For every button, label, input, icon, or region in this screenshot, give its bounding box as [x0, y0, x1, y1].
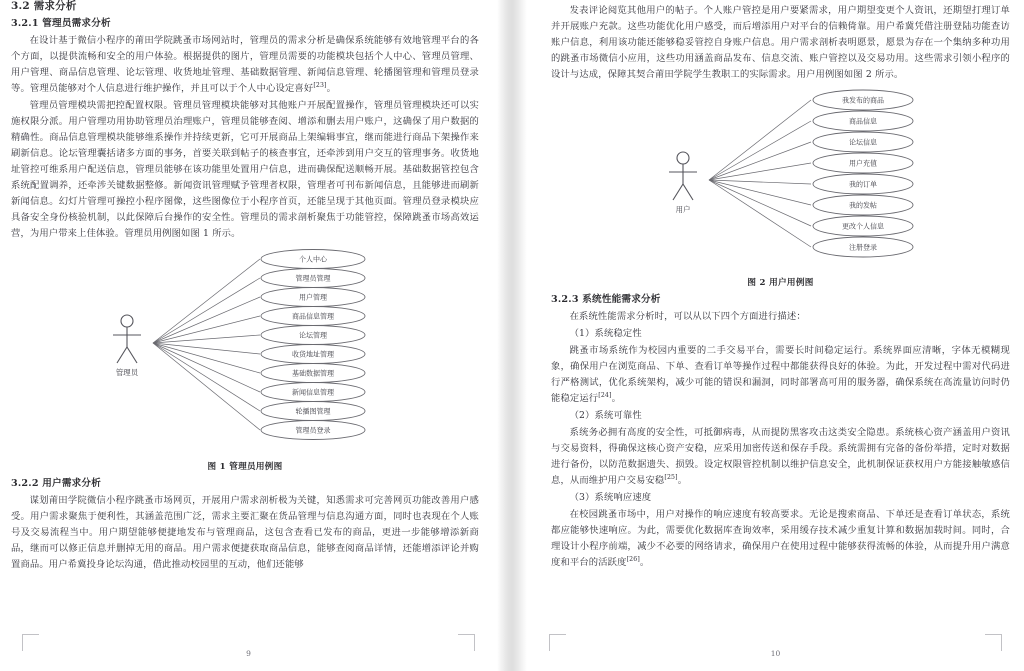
- figure-2-actor-label: 用户: [675, 204, 690, 214]
- figure-1-usecase-diagram: [11, 243, 479, 458]
- ref-superscript-26: [26]: [626, 555, 640, 563]
- item-label-3: （3）系统响应速度: [569, 491, 652, 503]
- figure-1-usecase-5: 收货地址管理: [292, 350, 334, 359]
- item-text-3: 在校园跳蚤市场中，用户对操作的响应速度有较高要求。无论是搜索商品、下单还是查看订单状态，系统都应能够快速响应。为此，需要优化数据库查询效率，采用缓存技术减少重复计算和数据加载时间。同时，合理设计小程序前端，减少不必要的网络请求，确保用户在使用过程中能够获得流畅的体验，从而提升用户满意度和平台的活跃度[26]。: [551, 508, 1010, 568]
- figure-1-usecase-6: 基础数据管理: [292, 369, 334, 378]
- figure-1-usecase-9: 管理员登录: [295, 426, 331, 435]
- item-label-1: （1）系统稳定性: [569, 327, 642, 339]
- paragraph-322: 谋划莆田学院微信小程序跳蚤市场网页，开展用户需求剖析极为关键，知悉需求可完善网页功能改善用户感受。用户需求聚焦于便利性，其涵盖范围广泛，需求主要汇聚在货品管理与信息沟通方面，同时也表现在个人账号及交易流程当中。用户期望能够便捷地发布与管理商品，这包含查看已发布的商品，更进一步能够增添新商品，继而可以修正信息并删掉无用的商品。用户需求便捷获取商品信息，能够查阅商品详情，还能增添评论并购置商品。用户希冀投身论坛沟通，借此推动校园里的互动，他们还能够: [11, 494, 479, 570]
- paragraph-321-a: 在设计基于微信小程序的莆田学院跳蚤市场网站时，管理员的需求分析是确保系统能够有效地管理平台的各个方面，以提供流畅和安全的用户体验。根据提供的图片，管理员需要的功能模块包括个人中心、管理员管理、用户管理、商品信息管理、论坛管理、收货地址管理、基础数据管理、新闻信息管理、轮播图管理和管理员登录等。管理员能够对个人信息进行维护操作，并且可以于个人中心设定喜好[23]。: [11, 35, 479, 95]
- ref-superscript-23: [23]: [313, 82, 327, 90]
- figure-1-usecases: [261, 250, 365, 440]
- figure-1-usecase-0: 个人中心: [299, 255, 327, 264]
- right-page-number: 10: [770, 649, 781, 658]
- figure-2-usecase-0: 我发布的商品: [841, 96, 884, 105]
- figure-2-usecases: [813, 90, 913, 257]
- ref-superscript-24: [24]: [598, 391, 612, 399]
- item-text-1-body: 跳蚤市场系统作为校园内重要的二手交易平台，需要长时间稳定运行。系统界面应清晰，字体无模糊现象，确保用户在浏览商品、下单、查看订单等操作过程中都能获得良好的体验。为此，开发过程中需对代码进行严格测试，优化系统架构，减少可能的错误和漏洞，同时部署高可用的服务器，确保系统在高流量访问时仍能稳定运行: [551, 344, 1010, 404]
- figure-2-usecase-2: 论坛信息: [848, 138, 877, 147]
- figure-2-usecase-6: 更改个人信息: [841, 222, 884, 231]
- figure-2-svg: [631, 84, 931, 274]
- item-text-2-body: 系统务必拥有高度的安全性，可抵御病毒，从而提防黑客攻击这类安全隐患。系统核心资产涵盖用户资讯与交易资料，得确保这核心资产安稳，应采用加密传送和保存手段。系统需拥有完备的备份举措，定时对数据进行备份，以防范数据遗失、损毁。设定权限管控机制以维护信息安全，此机制保证获权用户方能接触敏感信息，从而维护用户交易安稳: [551, 426, 1010, 486]
- figure-1-usecase-7: 新闻信息管理: [292, 388, 334, 397]
- figure-1-actor-label: 管理员: [115, 368, 139, 377]
- figure-1-usecase-1: 管理员管理: [295, 274, 331, 283]
- item-label-2: （2）系统可靠性: [569, 409, 642, 421]
- paragraph-321-a-text: 在设计基于微信小程序的莆田学院跳蚤市场网站时，管理员的需求分析是确保系统能够有效地管理平台的各个方面，以提供流畅和安全的用户体验。根据提供的图片，管理员需要的功能模块包括个人中心、管理员管理、用户管理、商品信息管理、论坛管理、收货地址管理、基础数据管理、新闻信息管理、轮播图管理和管理员登录等。管理员能够对个人信息进行维护操作，并且可以于个人中心设定喜好: [11, 35, 479, 95]
- figure-2-usecase-5: 我的发帖: [848, 201, 877, 210]
- figure-1-usecase-2: 用户管理: [299, 293, 327, 302]
- figure-2-usecase-1: 商品信息: [848, 117, 877, 126]
- figure-1-usecase-8: 轮播图管理: [295, 407, 331, 416]
- right-page: [527, 0, 1024, 671]
- figure-2-caption: 图 2 用户用例图: [747, 277, 814, 288]
- figure-2-associations: [709, 100, 811, 247]
- section-heading: 3.2 需求分析: [11, 0, 77, 12]
- page-gutter: [497, 0, 527, 671]
- figure-2-usecase-3: 用户充值: [848, 159, 877, 168]
- item-text-1: 跳蚤市场系统作为校园内重要的二手交易平台，需要长时间稳定运行。系统界面应清晰，字体无模糊现象，确保用户在浏览商品、下单、查看订单等操作过程中都能获得良好的体验。为此，开发过程中需对代码进行严格测试，优化系统架构，减少可能的错误和漏洞，同时部署高可用的服务器，确保系统在高流量访问时仍能稳定运行[24]。: [551, 344, 1010, 404]
- ref-superscript-25: [25]: [664, 473, 678, 481]
- figure-1-caption: 图 1 管理员用例图: [207, 462, 283, 472]
- figure-2-usecase-4: 我的订单: [848, 180, 877, 189]
- figure-1-associations: [153, 259, 260, 430]
- figure-2-usecase-diagram: [551, 84, 1010, 274]
- figure-1-usecase-4: 论坛管理: [299, 331, 327, 340]
- paragraph-323-intro: 在系统性能需求分析时，可以从以下四个方面进行描述：: [569, 310, 806, 322]
- paragraph-321-b: 管理员管理模块需把控配置权限。管理员管理模块能够对其他账户开展配置操作，管理员管理模块还可以实施权限分派。用户管理功用协助管理员治理账户，管理员能够查阅、增添和删去用户账户，这确保了用户数据的精确性。商品信息管理模块能够维系操作并持续更新，它可开展商品上架编辑事宜，继而能进行商品下架操作来刷新信息。论坛管理囊括诸多方面的事务，首要关联到帖子的核查事宜，还牵涉到用户交互的管理事务。收货地址管控可维系用户配送信息，管理员能够在该功能里处置用户信息，进而确保配送顺畅开展。基础数据管控包含系统配置调养，还牵涉关键数据整修。新闻资讯管理赋予管理者权限，管理者可刊布新闻信息，且能够进而刷新新闻信息。幻灯片管理可操控小程序图像，这些图像位于小程序首页，还能呈现于其他页面。管理员登录模块应具备安全身份核验机制，以此保障后台操作的安全性。管理员的需求剖析聚焦于功能管控，保障跳蚤市场高效运营，为用户带来上佳体验。管理员用例图如图 1 所示。: [11, 100, 479, 240]
- figure-1-svg: [95, 243, 395, 458]
- left-page: [0, 0, 497, 671]
- item-text-3-body: 在校园跳蚤市场中，用户对操作的响应速度有较高要求。无论是搜索商品、下单还是查看订单状态，系统都应能够快速响应。为此，需要优化数据库查询效率，采用缓存技术减少重复计算和数据加载时间。同时，合理设计小程序前端，减少不必要的网络请求，确保用户在使用过程中能够获得流畅的体验，从而提升用户满意度和平台的活跃度: [551, 508, 1010, 568]
- figure-1-usecase-3: 商品信息管理: [292, 312, 334, 321]
- item-text-2: 系统务必拥有高度的安全性，可抵御病毒，从而提防黑客攻击这类安全隐患。系统核心资产涵盖用户资讯与交易资料，得确保这核心资产安稳，应采用加密传送和保存手段。系统需拥有完备的备份举措，定时对数据进行备份，以防范数据遗失、损毁。设定权限管控机制以维护信息安全，此机制保证获权用户方能接触敏感信息，从而维护用户交易安稳[25]。: [551, 426, 1010, 486]
- figure-2-actor-user: [669, 152, 697, 214]
- figure-1-actor-admin: [113, 315, 141, 377]
- subsection-heading-321: 3.2.1 管理员需求分析: [11, 18, 111, 30]
- left-page-number: 9: [246, 649, 251, 658]
- subsection-heading-323: 3.2.3 系统性能需求分析: [551, 293, 661, 305]
- subsection-heading-322: 3.2.2 用户需求分析: [11, 478, 102, 489]
- paragraph-continuation: 发表评论阅览其他用户的帖子。个人账户管控是用户要紧需求，用户期望变更个人资讯，还期望打理订单并开展账户充款。这些功能优化用户感受，而后增添用户对平台的信赖倚靠。用户希冀凭借注册登陆功能查访账户信息，利用该功能还能够稳妥管控自身账户信息。用户需求剖析表明愿景，愿景为存在一个集纳多种功用的跳蚤市场微信小应用，这些功用涵盖商品发布、信息交流、账户管控以及交易功用。这些需求引领小程序的设计与达成，保障其契合莆田学院学生教职工的实际需求。用户用例图如图 2 所示。: [551, 5, 1010, 80]
- figure-2-usecase-7: 注册登录: [848, 243, 877, 252]
